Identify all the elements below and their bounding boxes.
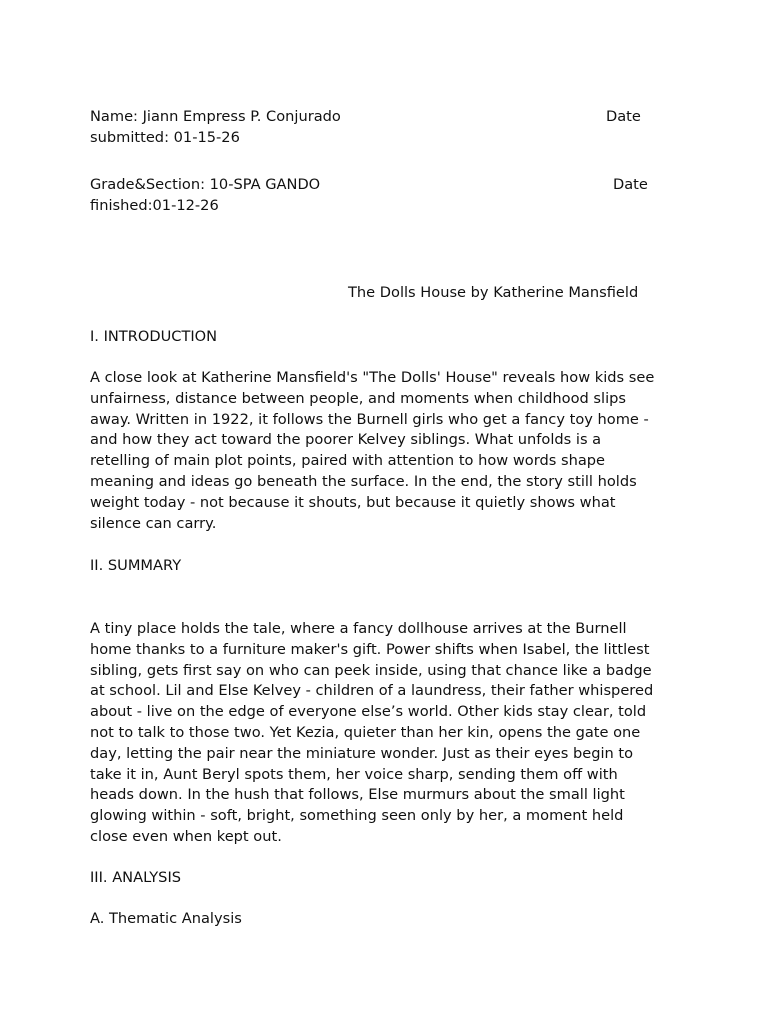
date-submitted-value: submitted: 01-15-26 <box>90 129 240 146</box>
summary-line: not to talk to those two. Yet Kezia, quieter than her kin, opens the gate one <box>90 723 641 741</box>
analysis-heading: III. ANALYSIS <box>90 869 182 886</box>
thematic-heading: A. Thematic Analysis <box>90 910 242 927</box>
date-finished-value: finished:01-12-26 <box>90 197 219 214</box>
intro-paragraph <box>90 368 690 534</box>
document-title: The Dolls House by Katherine Mansfield <box>348 284 639 301</box>
intro-line: silence can carry. <box>90 514 217 532</box>
date-submitted-label: Date <box>606 108 641 125</box>
student-name: Name: Jiann Empress P. Conjurado <box>90 108 341 125</box>
intro-line: retelling of main plot points, paired with attention to how words shape <box>90 452 606 470</box>
summary-paragraph <box>90 619 690 848</box>
summary-line: glowing within - soft, bright, something seen only by her, a moment held <box>90 807 624 825</box>
grade-section: Grade&Section: 10-SPA GANDO <box>90 176 321 193</box>
intro-line: meaning and ideas go beneath the surface. In the end, the story still holds <box>90 472 637 490</box>
intro-line: weight today - not because it shouts, but because it quietly shows what <box>90 493 616 511</box>
intro-line: and how they act toward the poorer Kelvey siblings. What unfolds is a <box>90 431 602 449</box>
intro-line: A close look at Katherine Mansfield's "The Dolls' House" reveals how kids see <box>90 369 655 386</box>
summary-line: at school. Lil and Else Kelvey - children of a laundress, their father whispered <box>90 682 654 700</box>
summary-line: take it in, Aunt Beryl spots them, her voice sharp, sending them off with <box>90 765 618 783</box>
summary-heading: II. SUMMARY <box>90 557 182 574</box>
summary-line: sibling, gets first say on who can peek inside, using that chance like a badge <box>90 661 652 679</box>
summary-line: heads down. In the hush that follows, Else murmurs about the small light <box>90 786 625 804</box>
summary-line: close even when kept out. <box>90 827 282 845</box>
summary-line: about - live on the edge of everyone else’s world. Other kids stay clear, told <box>90 703 647 721</box>
summary-line: home thanks to a furniture maker's gift. Power shifts when Isabel, the littlest <box>90 640 650 658</box>
summary-line: day, letting the pair near the miniature wonder. Just as their eyes begin to <box>90 744 634 762</box>
summary-line: A tiny place holds the tale, where a fancy dollhouse arrives at the Burnell <box>90 620 627 637</box>
intro-line: unfairness, distance between people, and moments when childhood slips <box>90 389 626 407</box>
date-finished-label: Date <box>613 176 648 193</box>
intro-line: away. Written in 1922, it follows the Burnell girls who get a fancy toy home - <box>90 410 649 428</box>
intro-heading: I. INTRODUCTION <box>90 328 218 345</box>
